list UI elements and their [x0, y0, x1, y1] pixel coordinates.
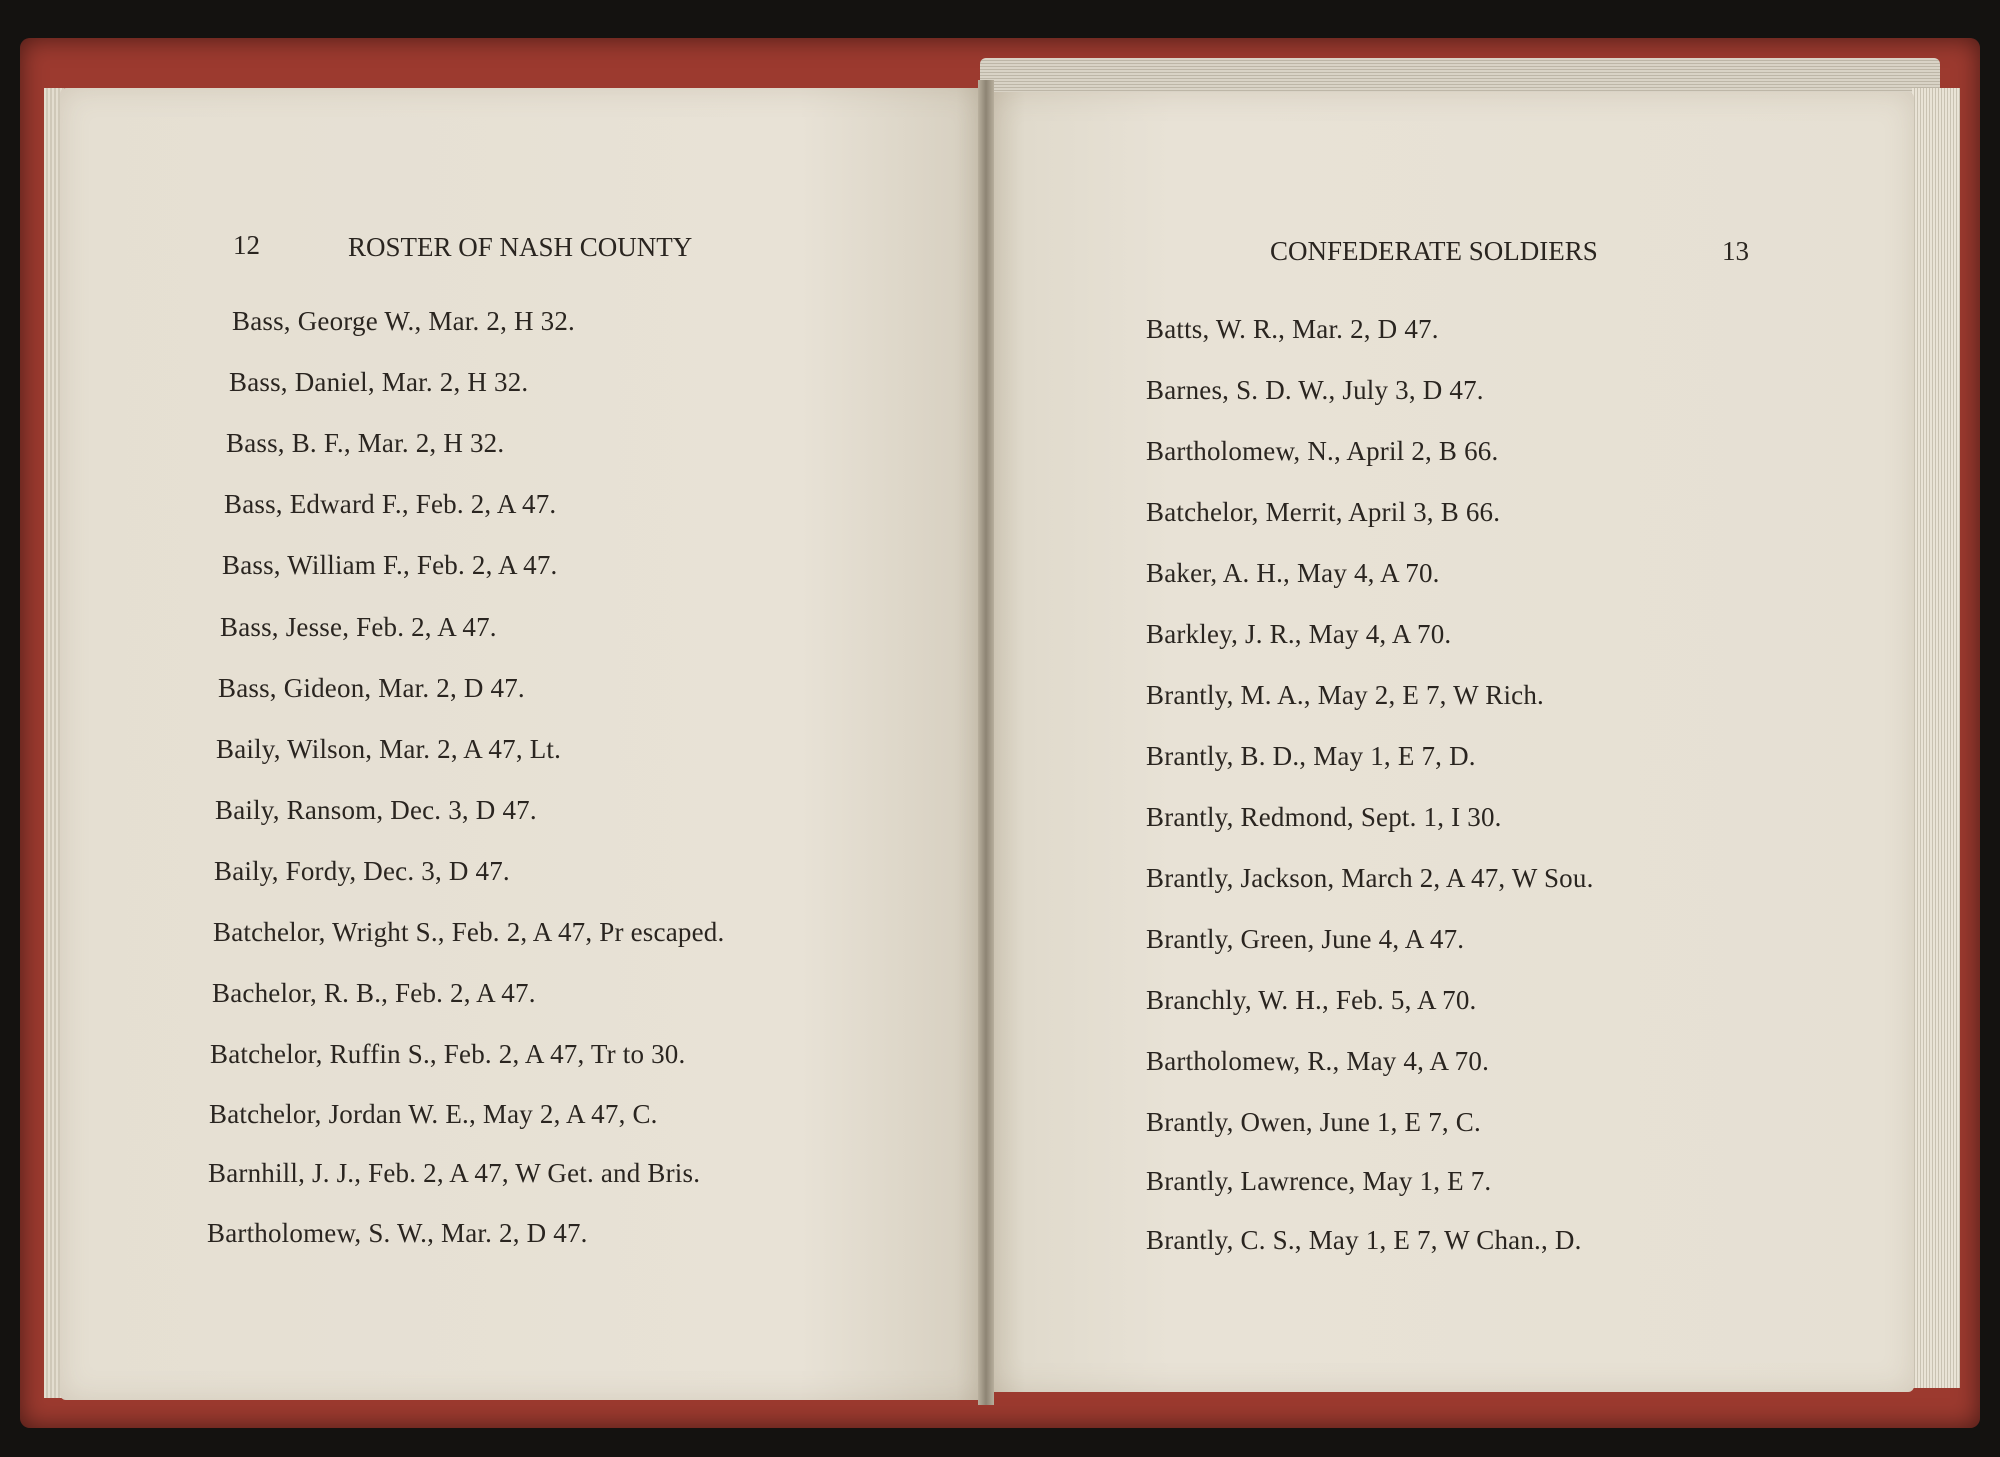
right-entry: Barkley, J. R., May 4, A 70.: [1146, 619, 1452, 649]
right-entry: Batts, W. R., Mar. 2, D 47.: [1146, 314, 1439, 344]
left-running-head: ROSTER OF NASH COUNTY: [348, 232, 693, 262]
right-entry: Baker, A. H., May 4, A 70.: [1146, 558, 1440, 588]
right-page-edges: [1912, 88, 1960, 1388]
right-entry: Brantly, Jackson, March 2, A 47, W Sou.: [1146, 863, 1594, 893]
left-entry: Bass, Daniel, Mar. 2, H 32.: [229, 367, 529, 397]
left-entry: Baily, Wilson, Mar. 2, A 47, Lt.: [216, 734, 562, 764]
right-page-number: 13: [1722, 236, 1749, 266]
left-entry: Baily, Ransom, Dec. 3, D 47.: [215, 795, 537, 825]
right-entry: Brantly, Lawrence, May 1, E 7.: [1146, 1166, 1492, 1196]
right-entry: Bartholomew, R., May 4, A 70.: [1146, 1046, 1490, 1076]
right-entry: Batchelor, Merrit, April 3, B 66.: [1146, 497, 1501, 527]
right-entry: Branchly, W. H., Feb. 5, A 70.: [1146, 985, 1477, 1015]
left-entry: Bass, Jesse, Feb. 2, A 47.: [220, 612, 497, 642]
right-entry: Brantly, Owen, June 1, E 7, C.: [1146, 1107, 1481, 1137]
left-page-number: 12: [233, 230, 260, 260]
left-entry: Bass, Edward F., Feb. 2, A 47.: [224, 489, 557, 519]
left-entry: Bartholomew, S. W., Mar. 2, D 47.: [207, 1218, 588, 1248]
right-entry: Barnes, S. D. W., July 3, D 47.: [1146, 375, 1484, 405]
left-entry: Bass, George W., Mar. 2, H 32.: [232, 306, 575, 336]
left-entry: Bachelor, R. B., Feb. 2, A 47.: [212, 978, 536, 1008]
left-entry: Bass, B. F., Mar. 2, H 32.: [226, 428, 505, 458]
right-running-head: CONFEDERATE SOLDIERS: [1270, 236, 1598, 266]
left-entry: Bass, William F., Feb. 2, A 47.: [222, 550, 558, 580]
right-entry: Bartholomew, N., April 2, B 66.: [1146, 436, 1499, 466]
left-entry: Bass, Gideon, Mar. 2, D 47.: [218, 673, 525, 703]
left-entry: Batchelor, Jordan W. E., May 2, A 47, C.: [209, 1099, 658, 1129]
right-entry: Brantly, C. S., May 1, E 7, W Chan., D.: [1146, 1225, 1582, 1255]
right-entry: Brantly, M. A., May 2, E 7, W Rich.: [1146, 680, 1544, 710]
right-entry: Brantly, Green, June 4, A 47.: [1146, 924, 1465, 954]
left-entry: Batchelor, Ruffin S., Feb. 2, A 47, Tr to 30.: [210, 1039, 686, 1069]
left-entry: Barnhill, J. J., Feb. 2, A 47, W Get. and Bris.: [208, 1158, 701, 1188]
left-entry: Batchelor, Wright S., Feb. 2, A 47, Pr escaped.: [213, 917, 725, 947]
book-gutter: [978, 80, 994, 1405]
left-entry: Baily, Fordy, Dec. 3, D 47.: [214, 856, 510, 886]
right-entry: Brantly, B. D., May 1, E 7, D.: [1146, 741, 1476, 771]
right-entry: Brantly, Redmond, Sept. 1, I 30.: [1146, 802, 1502, 832]
